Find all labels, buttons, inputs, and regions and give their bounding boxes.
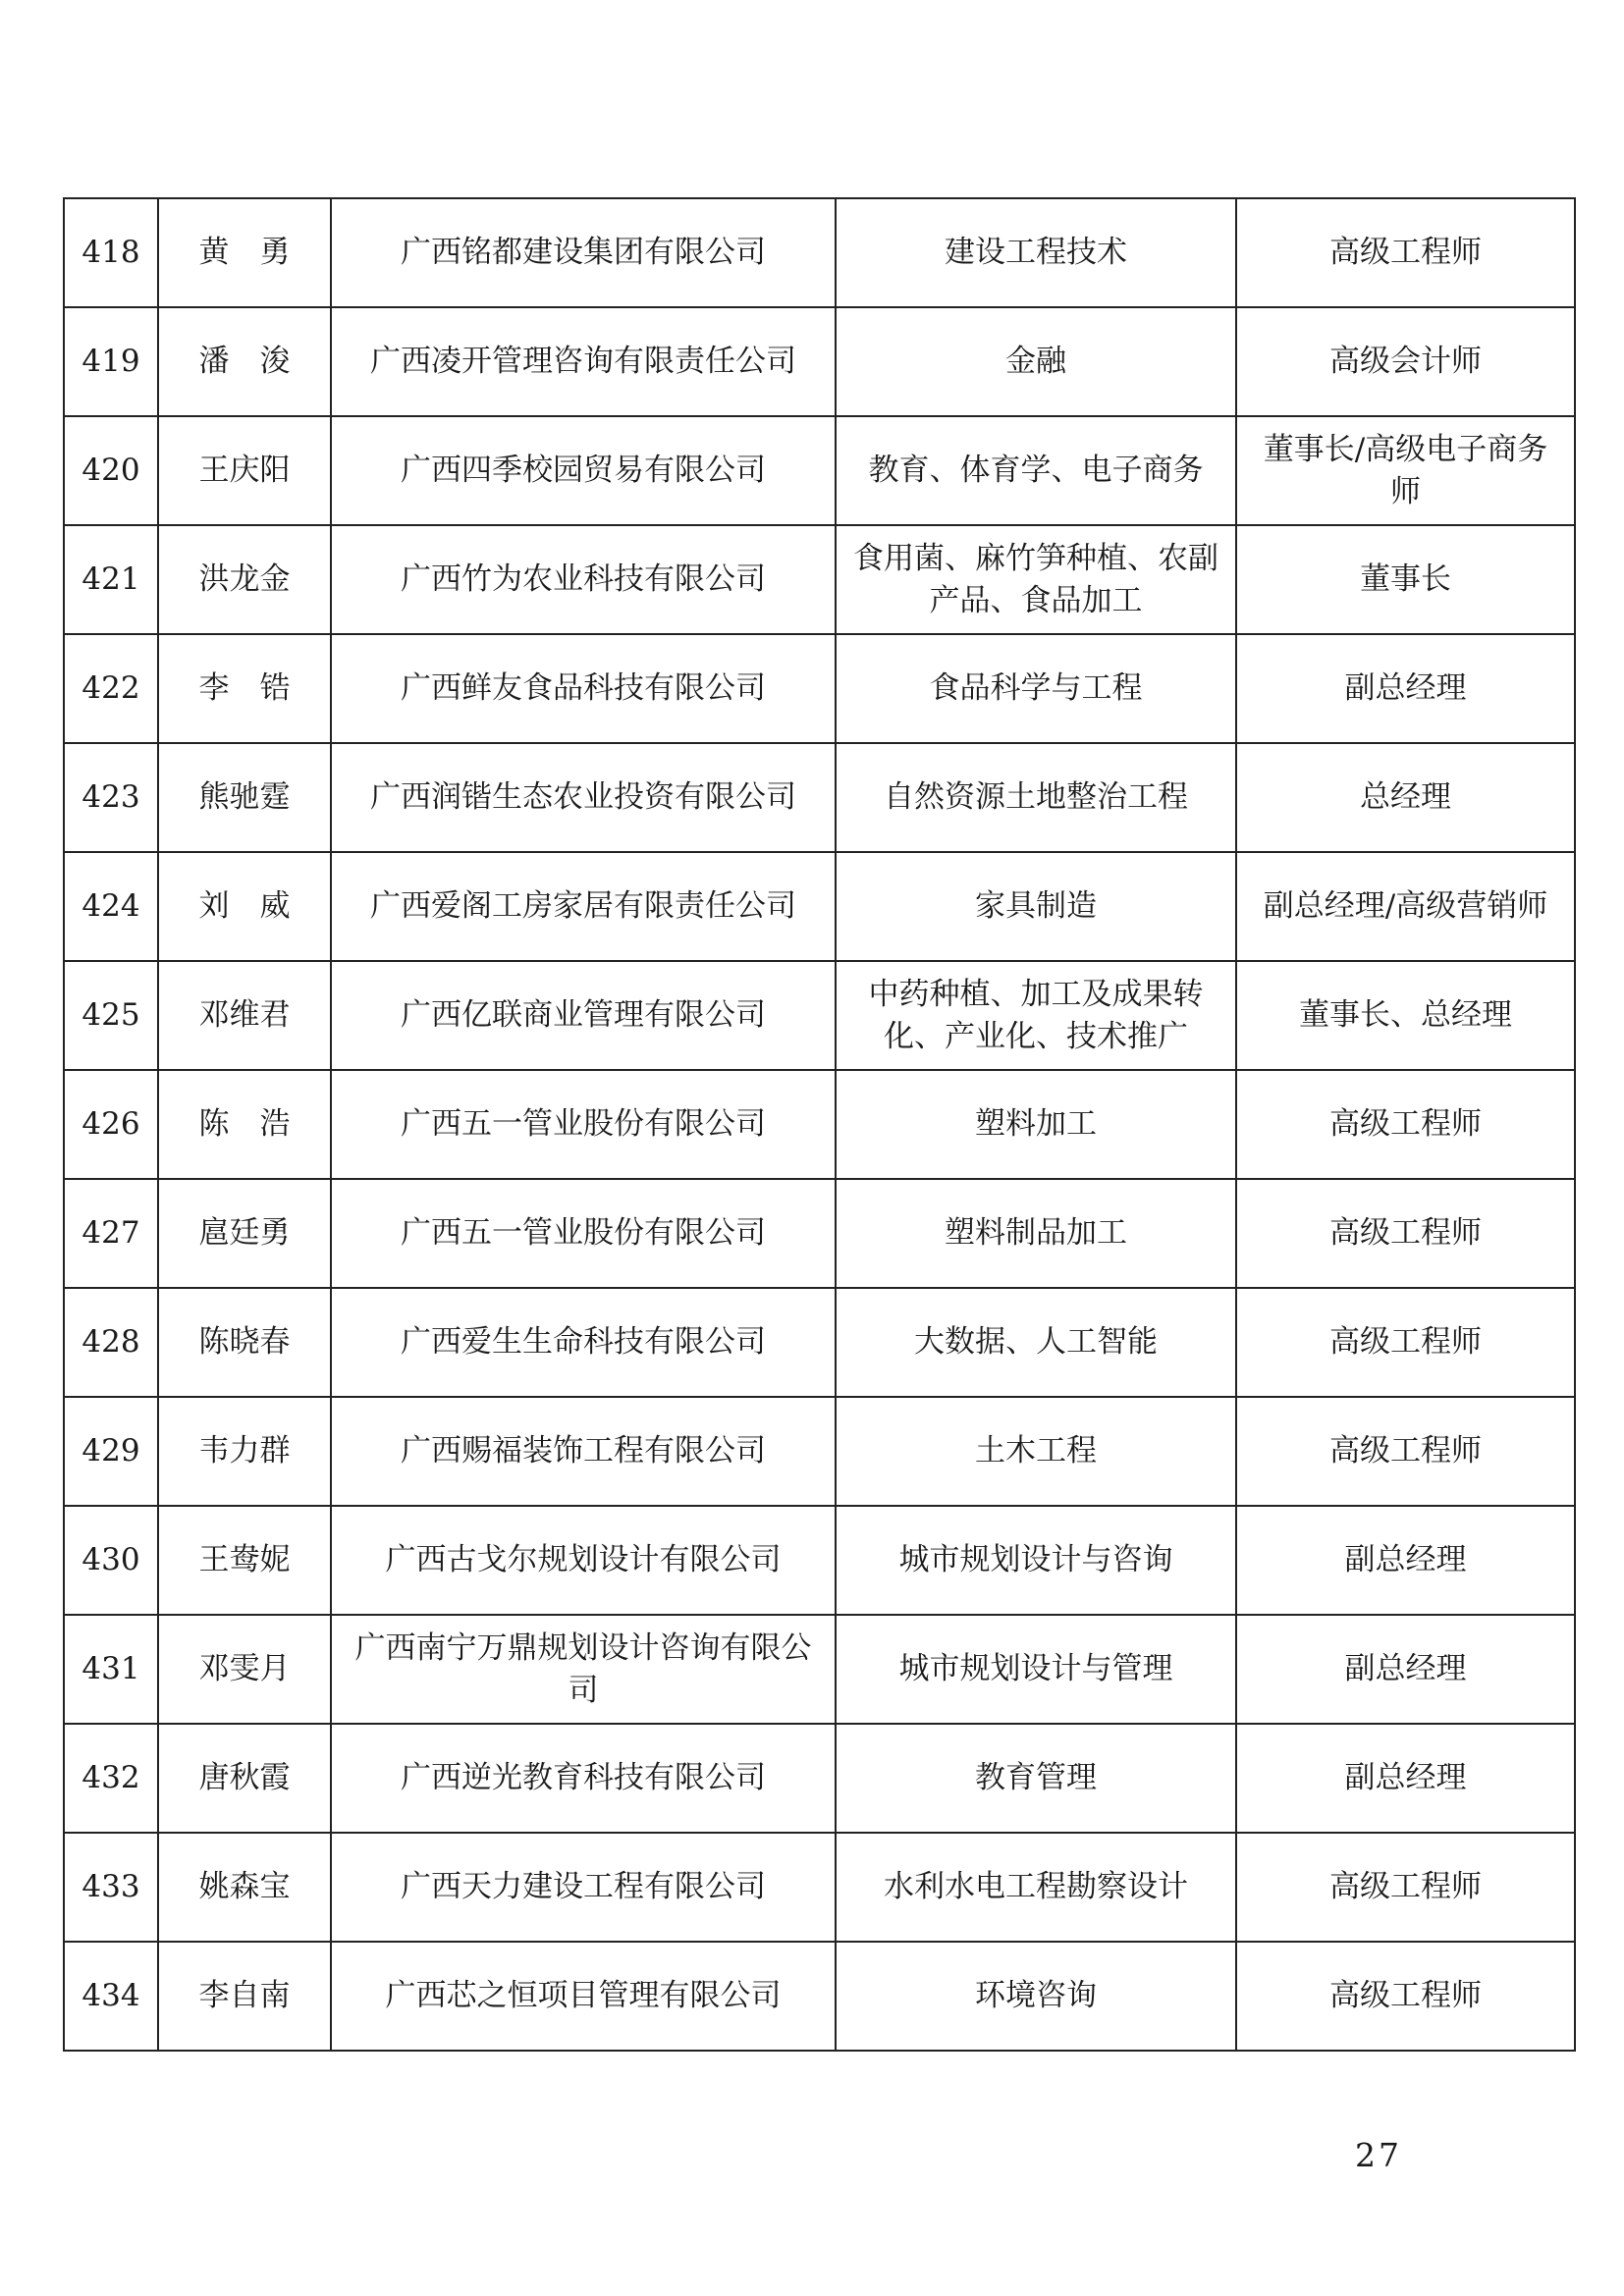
job-title: 高级工程师 [1236,1179,1575,1288]
organization: 广西古戈尔规划设计有限公司 [331,1506,836,1615]
specialty-field: 环境咨询 [836,1942,1236,2051]
organization: 广西赐福装饰工程有限公司 [331,1397,836,1506]
job-title: 总经理 [1236,743,1575,852]
table-row [64,961,1575,1070]
person-name: 陈 浩 [158,1070,331,1179]
job-title: 高级工程师 [1236,198,1575,307]
person-name: 邓雯月 [158,1615,331,1724]
table-row [64,1615,1575,1724]
table-row [64,743,1575,852]
person-name: 黄 勇 [158,198,331,307]
specialty-field: 教育、体育学、电子商务 [836,416,1236,525]
table-row [64,1070,1575,1179]
roster-table-body [64,198,1575,2051]
job-title: 副总经理 [1236,1724,1575,1833]
table-row [64,525,1575,634]
row-number: 429 [64,1397,158,1506]
organization: 广西南宁万鼎规划设计咨询有限公司 [331,1615,836,1724]
specialty-field: 建设工程技术 [836,198,1236,307]
specialty-field: 塑料制品加工 [836,1179,1236,1288]
person-name: 王鸯妮 [158,1506,331,1615]
table-row [64,1833,1575,1942]
roster-table [63,197,1576,2052]
job-title: 高级工程师 [1236,1942,1575,2051]
person-name: 扈廷勇 [158,1179,331,1288]
person-name: 韦力群 [158,1397,331,1506]
organization: 广西五一管业股份有限公司 [331,1070,836,1179]
organization: 广西铭都建设集团有限公司 [331,198,836,307]
row-number: 423 [64,743,158,852]
table-row [64,1506,1575,1615]
job-title: 副总经理/高级营销师 [1236,852,1575,961]
specialty-field: 家具制造 [836,852,1236,961]
job-title: 高级工程师 [1236,1288,1575,1397]
job-title: 高级工程师 [1236,1833,1575,1942]
person-name: 唐秋霞 [158,1724,331,1833]
organization: 广西逆光教育科技有限公司 [331,1724,836,1833]
page-number: 27 [1355,2136,1402,2174]
specialty-field: 土木工程 [836,1397,1236,1506]
row-number: 420 [64,416,158,525]
row-number: 432 [64,1724,158,1833]
row-number: 430 [64,1506,158,1615]
specialty-field: 水利水电工程勘察设计 [836,1833,1236,1942]
table-row [64,1397,1575,1506]
row-number: 425 [64,961,158,1070]
person-name: 邓维君 [158,961,331,1070]
table-row [64,852,1575,961]
person-name: 王庆阳 [158,416,331,525]
specialty-field: 塑料加工 [836,1070,1236,1179]
organization: 广西芯之恒项目管理有限公司 [331,1942,836,2051]
person-name: 李自南 [158,1942,331,2051]
specialty-field: 教育管理 [836,1724,1236,1833]
job-title: 董事长 [1236,525,1575,634]
table-row [64,307,1575,416]
table-row [64,198,1575,307]
specialty-field: 城市规划设计与咨询 [836,1506,1236,1615]
person-name: 熊驰霆 [158,743,331,852]
organization: 广西天力建设工程有限公司 [331,1833,836,1942]
job-title: 副总经理 [1236,1615,1575,1724]
specialty-field: 中药种植、加工及成果转化、产业化、技术推广 [836,961,1236,1070]
specialty-field: 金融 [836,307,1236,416]
job-title: 副总经理 [1236,1506,1575,1615]
organization: 广西竹为农业科技有限公司 [331,525,836,634]
organization: 广西爱阁工房家居有限责任公司 [331,852,836,961]
person-name: 洪龙金 [158,525,331,634]
organization: 广西亿联商业管理有限公司 [331,961,836,1070]
job-title: 董事长/高级电子商务师 [1236,416,1575,525]
person-name: 陈晓春 [158,1288,331,1397]
row-number: 422 [64,634,158,743]
specialty-field: 自然资源土地整治工程 [836,743,1236,852]
row-number: 433 [64,1833,158,1942]
table-row [64,1288,1575,1397]
row-number: 421 [64,525,158,634]
specialty-field: 食品科学与工程 [836,634,1236,743]
table-row [64,1724,1575,1833]
organization: 广西润锴生态农业投资有限公司 [331,743,836,852]
row-number: 418 [64,198,158,307]
row-number: 424 [64,852,158,961]
row-number: 426 [64,1070,158,1179]
job-title: 高级会计师 [1236,307,1575,416]
organization: 广西四季校园贸易有限公司 [331,416,836,525]
row-number: 434 [64,1942,158,2051]
job-title: 董事长、总经理 [1236,961,1575,1070]
job-title: 高级工程师 [1236,1397,1575,1506]
specialty-field: 大数据、人工智能 [836,1288,1236,1397]
table-row [64,416,1575,525]
person-name: 潘 浚 [158,307,331,416]
organization: 广西五一管业股份有限公司 [331,1179,836,1288]
specialty-field: 食用菌、麻竹笋种植、农副产品、食品加工 [836,525,1236,634]
row-number: 428 [64,1288,158,1397]
table-row [64,1942,1575,2051]
table-row [64,1179,1575,1288]
person-name: 姚森宝 [158,1833,331,1942]
organization: 广西凌开管理咨询有限责任公司 [331,307,836,416]
job-title: 高级工程师 [1236,1070,1575,1179]
row-number: 419 [64,307,158,416]
row-number: 427 [64,1179,158,1288]
person-name: 刘 威 [158,852,331,961]
organization: 广西爱生生命科技有限公司 [331,1288,836,1397]
table-row [64,634,1575,743]
person-name: 李 锆 [158,634,331,743]
job-title: 副总经理 [1236,634,1575,743]
specialty-field: 城市规划设计与管理 [836,1615,1236,1724]
row-number: 431 [64,1615,158,1724]
organization: 广西鲜友食品科技有限公司 [331,634,836,743]
